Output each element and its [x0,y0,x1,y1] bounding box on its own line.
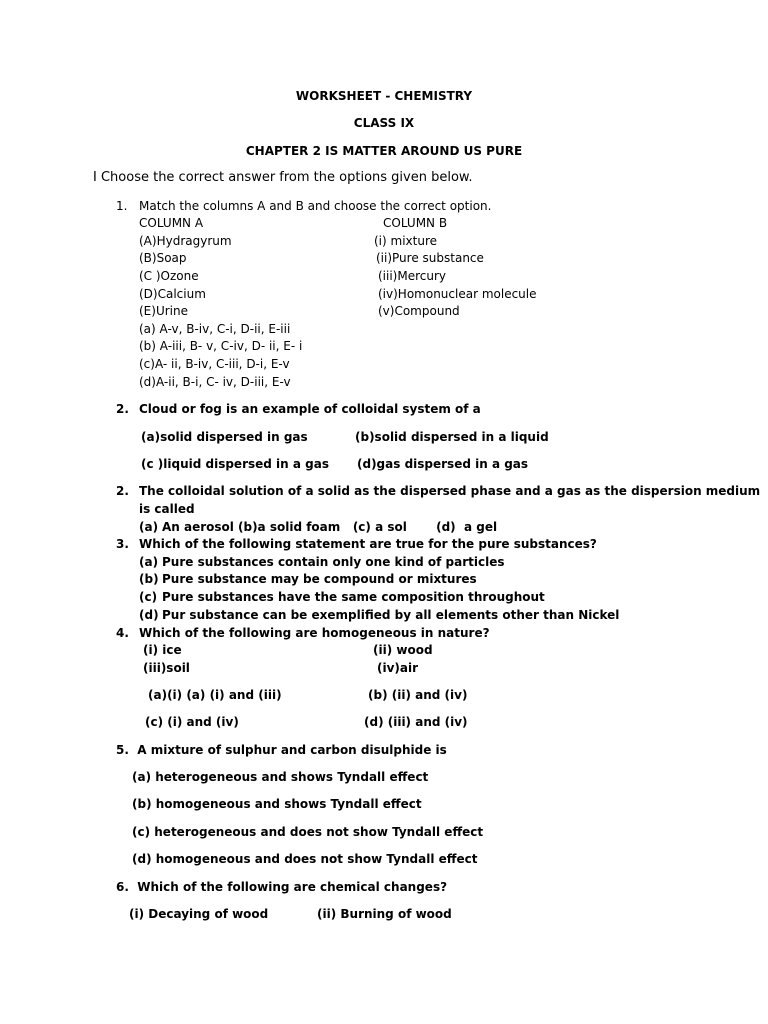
q1-option: (d)A-ii, B-i, C- iv, D-iii, E-v [139,375,291,389]
q3-number: 3. [116,537,129,551]
q2-number: 2. [116,402,129,416]
q2b-option-a: An aerosol [162,520,234,534]
q2-option-a: (a)solid dispersed in gas [141,430,308,444]
column-a-item: (B)Soap [139,251,187,265]
q4-item: (i) ice [143,643,182,657]
q6-text: 6. Which of the following are chemical changes? [116,880,448,894]
column-a-heading: COLUMN A [139,216,204,230]
instruction-text: I Choose the correct answer from the options given below. [93,170,473,185]
q4-option-b: (b) (ii) and (iv) [368,688,468,702]
q5-option: (d) homogeneous and does not show Tyndall effect [132,852,478,866]
q2b-options-rest: (b)a solid foam (c) a sol (d) a gel [238,520,498,534]
q1-text: Match the columns A and B and choose the correct option. [139,199,492,213]
q3-option-label: (b) [139,572,159,586]
q3-option-label: (c) [139,590,158,604]
q3-option-text: Pure substances contain only one kind of particles [162,555,505,569]
q1-option: (a) A-v, B-iv, C-i, D-ii, E-iii [139,322,291,336]
q5-text: 5. A mixture of sulphur and carbon disulphide is [116,743,447,757]
q4-option-c: (c) (i) and (iv) [145,715,239,729]
column-b-heading: COLUMN B [383,216,448,230]
q5-option: (c) heterogeneous and does not show Tyndall effect [132,825,484,839]
column-a-item: (A)Hydragyrum [139,234,232,248]
column-b-item: (i) mixture [374,234,437,248]
q2-option-c: (c )liquid dispersed in a gas [141,457,329,471]
q3-option-label: (a) [139,555,159,569]
q2b-number: 2. [116,484,129,498]
column-b-item: (ii)Pure substance [376,251,484,265]
q4-number: 4. [116,626,129,640]
q1-number: 1. [116,199,128,213]
q6-item: (ii) Burning of wood [317,907,452,921]
class-heading: CLASS IX [353,116,415,130]
q2-option-b: (b)solid dispersed in a liquid [355,430,549,444]
column-a-item: (E)Urine [139,304,188,318]
column-b-item: (v)Compound [378,304,460,318]
q4-text: Which of the following are homogeneous in nature? [139,626,490,640]
q2b-text: The colloidal solution of a solid as the dispersed phase and a gas as the dispersion medium [139,484,761,498]
q5-option: (a) heterogeneous and shows Tyndall effect [132,770,429,784]
q4-item: (iv)air [377,661,419,675]
column-a-item: (D)Calcium [139,287,206,301]
q2-option-d: (d)gas dispersed in a gas [357,457,529,471]
q3-option-text: Pure substances have the same composition throughout [162,590,545,604]
column-a-item: (C )Ozone [139,269,199,283]
column-b-item: (iv)Homonuclear molecule [378,287,537,301]
chapter-heading: CHAPTER 2 IS MATTER AROUND US PURE [245,144,523,158]
q3-text: Which of the following statement are true for the pure substances? [139,537,597,551]
q3-option-text: Pure substance may be compound or mixtures [162,572,477,586]
q4-option-a: (a)(i) (a) (i) and (iii) [148,688,282,702]
q2b-option-a-label: (a) [139,520,159,534]
q1-option: (b) A-iii, B- v, C-iv, D- ii, E- i [139,339,303,353]
q4-item: (ii) wood [373,643,433,657]
q6-item: (i) Decaying of wood [129,907,269,921]
column-b-item: (iii)Mercury [378,269,447,283]
q2-text: Cloud or fog is an example of colloidal system of a [139,402,481,416]
q3-option-text: Pur substance can be exemplified by all elements other than Nickel [162,608,620,622]
q4-option-d: (d) (iii) and (iv) [364,715,468,729]
q1-option: (c)A- ii, B-iv, C-iii, D-i, E-v [139,357,290,371]
q5-option: (b) homogeneous and shows Tyndall effect [132,797,422,811]
q3-option-label: (d) [139,608,159,622]
q4-item: (iii)soil [143,661,190,675]
worksheet-title: WORKSHEET - CHEMISTRY [295,89,473,103]
q2b-text-continued: is called [139,502,195,516]
